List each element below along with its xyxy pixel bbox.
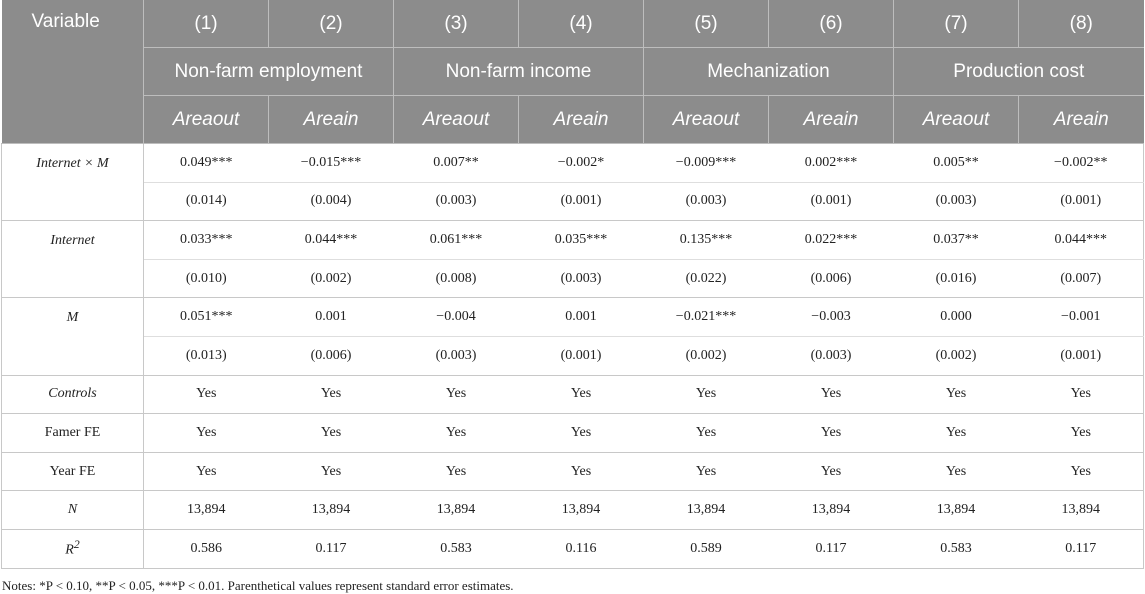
table-row-r2 [2, 529, 1144, 568]
se-cell: (0.014) [144, 182, 269, 221]
coef-cell: −0.002** [1019, 144, 1144, 183]
row-label-internet: Internet [2, 221, 144, 298]
se-cell: (0.016) [894, 259, 1019, 298]
row-label-year-fe: Year FE [2, 452, 144, 491]
table-cell: 13,894 [519, 491, 644, 530]
coef-cell: −0.002* [519, 144, 644, 183]
table-cell: 0.117 [269, 529, 394, 568]
coef-cell: −0.015*** [269, 144, 394, 183]
column-number: (5) [644, 0, 769, 48]
table-cell: 0.116 [519, 529, 644, 568]
row-label-r2 [2, 529, 144, 568]
table-cell: Yes [644, 414, 769, 453]
se-cell: (0.010) [144, 259, 269, 298]
subheader: Areaout [144, 96, 269, 144]
table-cell: 0.589 [644, 529, 769, 568]
coef-cell: 0.044*** [269, 221, 394, 260]
table-cell: Yes [269, 375, 394, 414]
table-cell: 13,894 [1019, 491, 1144, 530]
table-cell: 13,894 [769, 491, 894, 530]
table-cell: Yes [644, 452, 769, 491]
table-row-year-fe [2, 452, 1144, 491]
table-cell: Yes [144, 375, 269, 414]
table-cell: Yes [1019, 414, 1144, 453]
table-cell: 0.583 [394, 529, 519, 568]
header-row-groups [2, 48, 1144, 96]
table-cell: Yes [144, 414, 269, 453]
group-header-non-farm-income: Non-farm income [394, 48, 644, 96]
se-cell: (0.007) [1019, 259, 1144, 298]
se-cell: (0.001) [769, 182, 894, 221]
coef-cell: −0.009*** [644, 144, 769, 183]
se-cell: (0.002) [644, 336, 769, 375]
table-cell: 0.117 [769, 529, 894, 568]
header-row-subheaders [2, 96, 1144, 144]
column-number: (6) [769, 0, 894, 48]
se-cell: (0.003) [394, 182, 519, 221]
table-cell: Yes [769, 375, 894, 414]
table-cell: Yes [519, 414, 644, 453]
coef-cell: 0.037** [894, 221, 1019, 260]
variable-header: Variable [2, 0, 144, 144]
subheader: Areaout [894, 96, 1019, 144]
table-row-interaction-se [2, 182, 1144, 221]
se-cell: (0.003) [644, 182, 769, 221]
table-cell: Yes [519, 452, 644, 491]
subheader: Areain [269, 96, 394, 144]
table-cell: Yes [1019, 375, 1144, 414]
column-number: (4) [519, 0, 644, 48]
group-header-mechanization: Mechanization [644, 48, 894, 96]
se-cell: (0.001) [519, 336, 644, 375]
table-cell: 0.117 [1019, 529, 1144, 568]
table-row-farmer-fe [2, 414, 1144, 453]
table-cell: Yes [769, 414, 894, 453]
coef-cell: −0.001 [1019, 298, 1144, 337]
se-cell: (0.003) [769, 336, 894, 375]
se-cell: (0.013) [144, 336, 269, 375]
table-cell: 0.583 [894, 529, 1019, 568]
regression-table [1, 0, 1144, 569]
coef-cell: −0.004 [394, 298, 519, 337]
se-cell: (0.003) [394, 336, 519, 375]
subheader: Areaout [644, 96, 769, 144]
coef-cell: 0.051*** [144, 298, 269, 337]
coef-cell: 0.049*** [144, 144, 269, 183]
coef-cell: 0.022*** [769, 221, 894, 260]
coef-cell: 0.002*** [769, 144, 894, 183]
header-row-numbers [2, 0, 1144, 48]
table-cell: Yes [269, 414, 394, 453]
column-number: (7) [894, 0, 1019, 48]
subheader: Areain [1019, 96, 1144, 144]
table-row-controls [2, 375, 1144, 414]
row-label-interaction: Internet × M [2, 144, 144, 221]
se-cell: (0.002) [894, 336, 1019, 375]
subheader: Areain [769, 96, 894, 144]
table-cell: 13,894 [894, 491, 1019, 530]
coef-cell: 0.007** [394, 144, 519, 183]
table-cell: Yes [894, 414, 1019, 453]
se-cell: (0.001) [1019, 336, 1144, 375]
table-row-internet-se [2, 259, 1144, 298]
table-notes: Notes: *P < 0.10, **P < 0.05, ***P < 0.01. Parenthetical values represent standard error estimates. [2, 577, 514, 593]
coef-cell: −0.003 [769, 298, 894, 337]
se-cell: (0.001) [519, 182, 644, 221]
table-cell: Yes [894, 375, 1019, 414]
coef-cell: 0.061*** [394, 221, 519, 260]
table-row-m-coef [2, 298, 1144, 337]
table-cell: Yes [394, 452, 519, 491]
se-cell: (0.003) [894, 182, 1019, 221]
table-cell: 13,894 [144, 491, 269, 530]
column-number: (3) [394, 0, 519, 48]
table-cell: Yes [394, 375, 519, 414]
column-number: (8) [1019, 0, 1144, 48]
table-row-m-se [2, 336, 1144, 375]
column-number: (2) [269, 0, 394, 48]
coef-cell: 0.001 [269, 298, 394, 337]
coef-cell: 0.035*** [519, 221, 644, 260]
table-cell: Yes [1019, 452, 1144, 491]
table-body [2, 144, 1144, 569]
se-cell: (0.003) [519, 259, 644, 298]
coef-cell: 0.005** [894, 144, 1019, 183]
se-cell: (0.022) [644, 259, 769, 298]
se-cell: (0.006) [269, 336, 394, 375]
coef-cell: 0.000 [894, 298, 1019, 337]
coef-cell: 0.044*** [1019, 221, 1144, 260]
table-cell: 0.586 [144, 529, 269, 568]
se-cell: (0.004) [269, 182, 394, 221]
subheader: Areain [519, 96, 644, 144]
se-cell: (0.008) [394, 259, 519, 298]
table-cell: Yes [644, 375, 769, 414]
group-header-non-farm-employment: Non-farm employment [144, 48, 394, 96]
table-cell: Yes [894, 452, 1019, 491]
r2-superscript: 2 [73, 538, 80, 552]
table-cell: Yes [519, 375, 644, 414]
table-row-internet-coef [2, 221, 1144, 260]
table-cell: 13,894 [394, 491, 519, 530]
coef-cell: 0.001 [519, 298, 644, 337]
row-label-m: M [2, 298, 144, 375]
se-cell: (0.002) [269, 259, 394, 298]
se-cell: (0.001) [1019, 182, 1144, 221]
r2-base: R [65, 543, 74, 559]
column-number: (1) [144, 0, 269, 48]
table-row-n [2, 491, 1144, 530]
row-label-n: N [2, 491, 144, 530]
coef-cell: 0.033*** [144, 221, 269, 260]
group-header-production-cost: Production cost [894, 48, 1144, 96]
subheader: Areaout [394, 96, 519, 144]
se-cell: (0.006) [769, 259, 894, 298]
row-label-controls: Controls [2, 375, 144, 414]
table-row-interaction-coef [2, 144, 1144, 183]
table-cell: 13,894 [644, 491, 769, 530]
table-header [2, 0, 1144, 144]
table-cell: Yes [769, 452, 894, 491]
table-cell: 13,894 [269, 491, 394, 530]
table-cell: Yes [394, 414, 519, 453]
coef-cell: 0.135*** [644, 221, 769, 260]
table-cell: Yes [144, 452, 269, 491]
table-cell: Yes [269, 452, 394, 491]
coef-cell: −0.021*** [644, 298, 769, 337]
row-label-farmer-fe: Famer FE [2, 414, 144, 453]
